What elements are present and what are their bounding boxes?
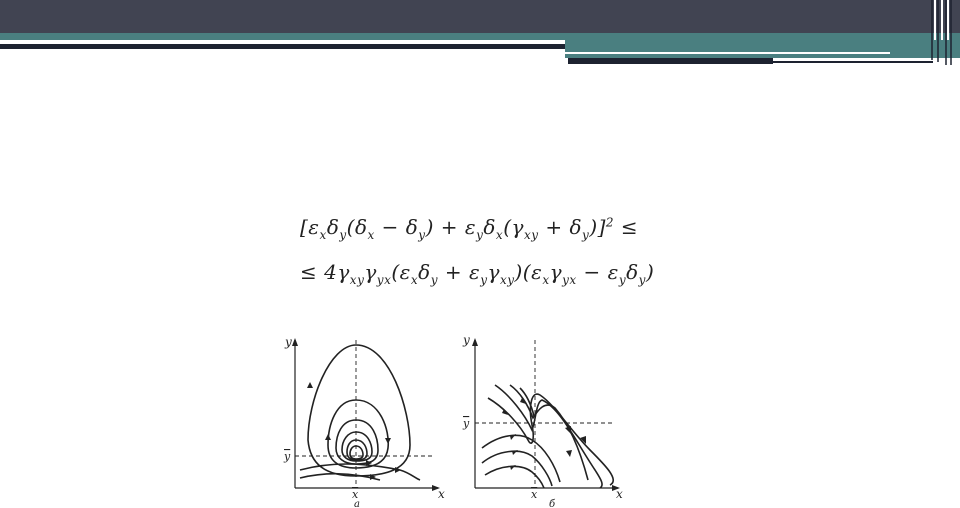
y-axis-label: y <box>285 335 292 349</box>
phase-portrait-b <box>472 338 620 491</box>
y-bar-label: y <box>463 417 470 430</box>
orbit-2 <box>328 400 388 468</box>
trajectory-6 <box>482 451 552 486</box>
y-bar-label: y <box>284 450 291 463</box>
x-axis-label: x <box>616 487 623 501</box>
phase-portraits <box>270 330 640 508</box>
caption-b: б <box>549 499 556 508</box>
inequality-line-2: ≤ $4\gamma_{xy}\gamma_{yx}(\varepsilon_x\delta_y + \varepsilon_y\gamma_{xy})(\varepsilon_x\gamma_{yx} - \varepsilon_y\delta_y)$ <box>300 260 655 287</box>
phase-portrait-a <box>292 338 440 491</box>
trajectory-1 <box>488 394 613 485</box>
x-bar-label: x <box>531 488 538 501</box>
trajectory-bottom <box>300 474 380 480</box>
x-bar-label: x <box>352 488 359 501</box>
stability-inequality <box>300 205 720 295</box>
y-axis-label: y <box>463 333 470 347</box>
orbit-3 <box>336 420 378 464</box>
trajectory-lower <box>300 464 420 480</box>
orbit-6 <box>350 446 363 459</box>
x-axis-label: x <box>438 487 445 501</box>
header-decoration <box>0 0 960 70</box>
inequality-line-1: $[\varepsilon_x\delta_y(\delta_x - \delta_y) + \varepsilon_y\delta_x(\gamma_{xy} + \delta_y)]^2$ ≤ <box>300 215 639 242</box>
caption-a: а <box>354 499 360 508</box>
